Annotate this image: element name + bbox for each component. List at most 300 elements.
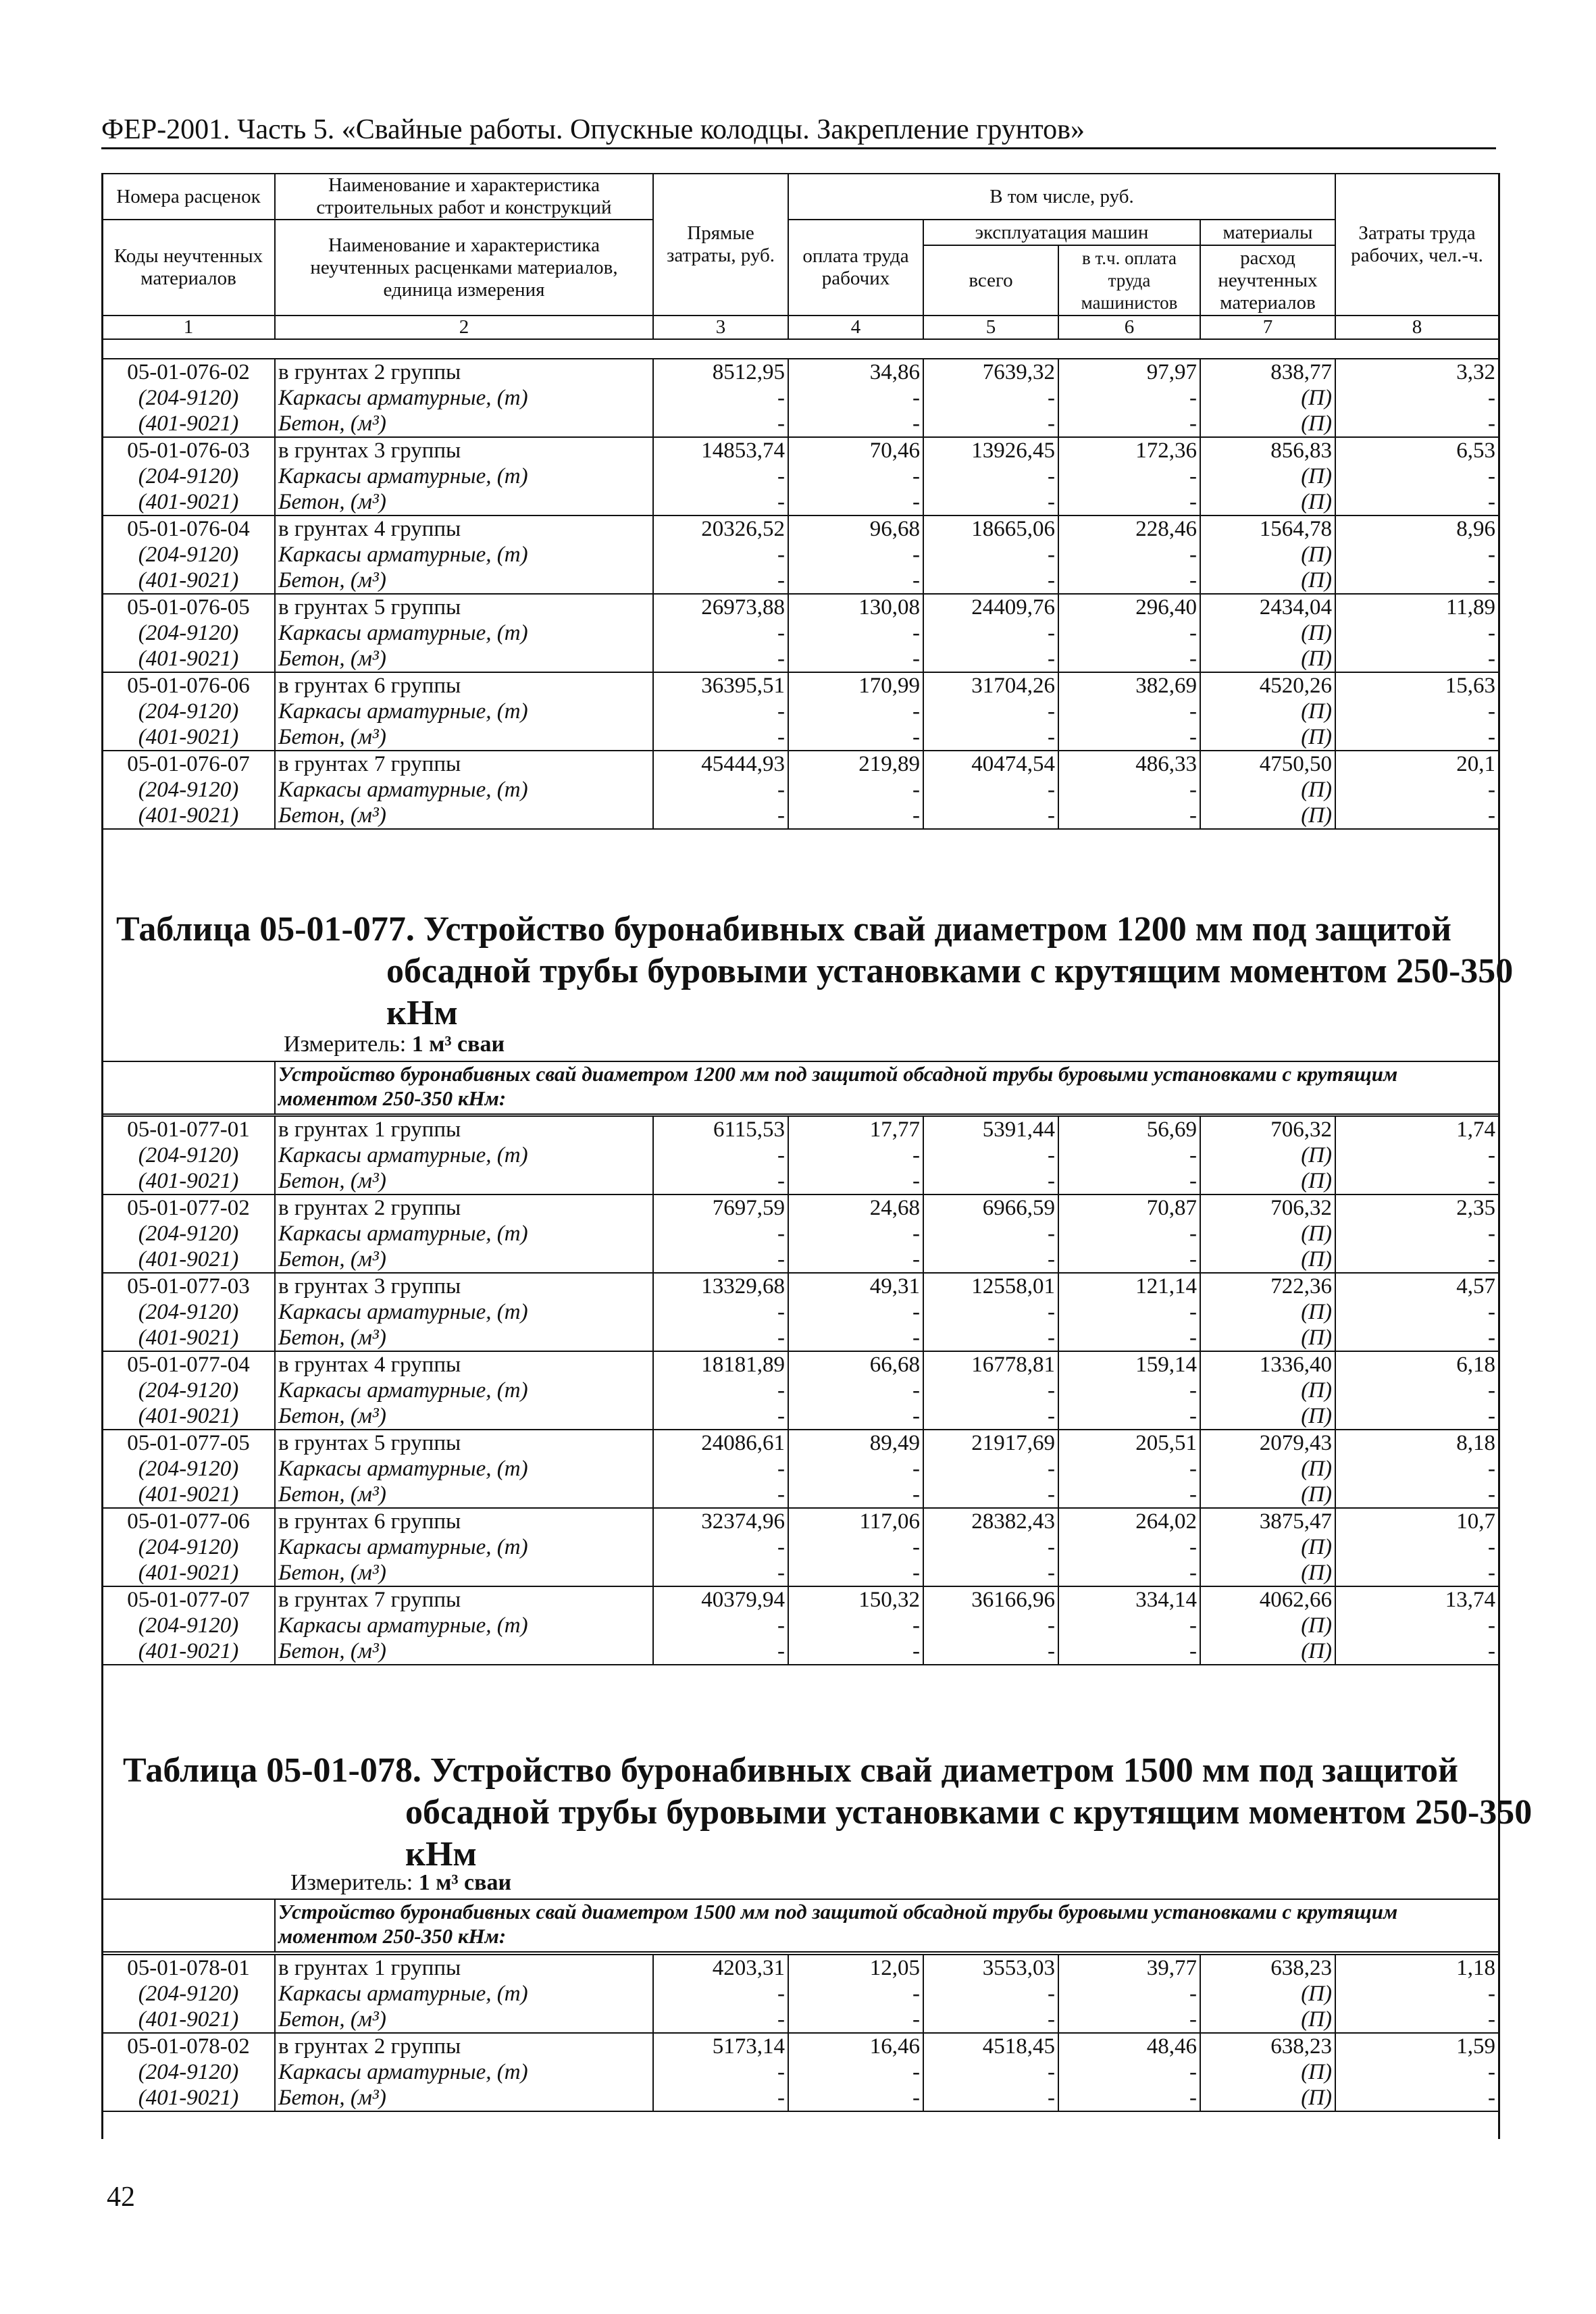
dash-cell: - <box>1335 1456 1499 1482</box>
table-row <box>102 1194 1499 1221</box>
material-row <box>102 1142 1499 1168</box>
material-name: Бетон, (м³) <box>275 646 653 672</box>
material-row <box>102 385 1499 411</box>
material-row <box>102 2059 1499 2085</box>
dash-cell: - <box>1058 1638 1200 1665</box>
dash-cell: - <box>653 1403 788 1430</box>
rate-name: в грунтах 2 группы <box>275 2033 653 2059</box>
material-code: (204-9120) <box>102 1142 275 1168</box>
material-code: (204-9120) <box>102 1534 275 1560</box>
dash-cell: - <box>1335 1325 1499 1351</box>
labor-hours: 3,32 <box>1335 359 1499 385</box>
direct-costs: 18181,89 <box>653 1351 788 1378</box>
dash-cell: - <box>1335 803 1499 829</box>
table-row <box>102 1116 1499 1142</box>
material-mark: (П) <box>1200 646 1335 672</box>
dash-cell: - <box>1058 2007 1200 2033</box>
dash-cell: - <box>923 1638 1058 1665</box>
material-row <box>102 1247 1499 1273</box>
direct-costs: 7697,59 <box>653 1194 788 1221</box>
labor-pay: 16,46 <box>788 2033 923 2059</box>
dash-cell: - <box>788 1168 923 1194</box>
material-code: (401-9021) <box>102 411 275 437</box>
material-row <box>102 1456 1499 1482</box>
material-code: (401-9021) <box>102 1560 275 1586</box>
material-mark: (П) <box>1200 1168 1335 1194</box>
material-name: Бетон, (м³) <box>275 1247 653 1273</box>
dash-cell: - <box>788 1403 923 1430</box>
col-number: 2 <box>275 316 653 339</box>
table-077-title <box>116 909 1513 1034</box>
labor-pay: 70,46 <box>788 437 923 463</box>
table-078-measure <box>290 1870 511 1896</box>
col-header-machines: эксплуатация машин <box>923 220 1200 245</box>
material-name: Бетон, (м³) <box>275 411 653 437</box>
dash-cell: - <box>1335 1981 1499 2007</box>
dash-cell: - <box>1058 699 1200 724</box>
rate-code: 05-01-076-04 <box>102 515 275 542</box>
material-row <box>102 1221 1499 1247</box>
labor-hours: 4,57 <box>1335 1273 1499 1299</box>
dash-cell: - <box>923 1221 1058 1247</box>
dash-cell: - <box>788 2059 923 2085</box>
dash-cell: - <box>653 803 788 829</box>
dash-cell: - <box>788 1560 923 1586</box>
dash-cell: - <box>923 1247 1058 1273</box>
table-078-body <box>101 1954 1499 2112</box>
material-row <box>102 1560 1499 1586</box>
table-077-intro-text: Устройство буронабивных свай диаметром 1200 мм под защитой обсадной трубы буровыми установками с крутящим моментом 250-350 кНм: <box>275 1061 1499 1114</box>
material-code: (401-9021) <box>102 2085 275 2111</box>
table-078-title-line: обсадной трубы буровыми установками с крутящим моментом 250-350 <box>405 1793 1533 1832</box>
table-row <box>102 1430 1499 1456</box>
dash-cell: - <box>653 724 788 751</box>
material-mark: (П) <box>1200 1221 1335 1247</box>
machinists-pay: 56,69 <box>1058 1116 1200 1142</box>
rate-code: 05-01-078-02 <box>102 2033 275 2059</box>
dash-cell: - <box>923 646 1058 672</box>
material-code: (401-9021) <box>102 568 275 594</box>
dash-cell: - <box>1058 2059 1200 2085</box>
machinists-pay: 121,14 <box>1058 1273 1200 1299</box>
table-077-title-line: Таблица 05-01-077. Устройство буронабивных свай диаметром 1200 мм под защитой <box>116 910 1451 949</box>
rate-code: 05-01-076-05 <box>102 594 275 620</box>
material-name: Каркасы арматурные, (т) <box>275 1534 653 1560</box>
dash-cell: - <box>788 724 923 751</box>
labor-hours: 1,18 <box>1335 1955 1499 1981</box>
table-row <box>102 1955 1499 1981</box>
machinists-pay: 228,46 <box>1058 515 1200 542</box>
material-mark: (П) <box>1200 568 1335 594</box>
material-row <box>102 1403 1499 1430</box>
table-077-title-line: кНм <box>386 994 458 1032</box>
material-code: (401-9021) <box>102 1247 275 1273</box>
materials-cost: 3875,47 <box>1200 1508 1335 1534</box>
materials-cost: 856,83 <box>1200 437 1335 463</box>
table-row <box>102 1586 1499 1613</box>
labor-pay: 12,05 <box>788 1955 923 1981</box>
material-code: (401-9021) <box>102 803 275 829</box>
labor-pay: 170,99 <box>788 672 923 699</box>
rate-name: в грунтах 3 группы <box>275 437 653 463</box>
dash-cell: - <box>1335 2007 1499 2033</box>
material-mark: (П) <box>1200 489 1335 515</box>
machines-total: 36166,96 <box>923 1586 1058 1613</box>
dash-cell: - <box>1058 777 1200 803</box>
dash-cell: - <box>653 568 788 594</box>
dash-cell: - <box>923 568 1058 594</box>
labor-hours: 2,35 <box>1335 1194 1499 1221</box>
material-code: (401-9021) <box>102 1403 275 1430</box>
materials-cost: 638,23 <box>1200 2033 1335 2059</box>
dash-cell: - <box>1058 1613 1200 1638</box>
dash-cell: - <box>788 1142 923 1168</box>
dash-cell: - <box>788 803 923 829</box>
machines-total: 24409,76 <box>923 594 1058 620</box>
labor-pay: 89,49 <box>788 1430 923 1456</box>
dash-cell: - <box>1058 1168 1200 1194</box>
labor-hours: 11,89 <box>1335 594 1499 620</box>
direct-costs: 14853,74 <box>653 437 788 463</box>
dash-cell: - <box>1058 1325 1200 1351</box>
material-mark: (П) <box>1200 620 1335 646</box>
machinists-pay: 70,87 <box>1058 1194 1200 1221</box>
material-row <box>102 568 1499 594</box>
dash-cell: - <box>1058 1221 1200 1247</box>
labor-hours: 10,7 <box>1335 1508 1499 1534</box>
material-mark: (П) <box>1200 1482 1335 1508</box>
dash-cell: - <box>1058 568 1200 594</box>
material-name: Бетон, (м³) <box>275 1325 653 1351</box>
dash-cell: - <box>1335 1560 1499 1586</box>
dash-cell: - <box>1335 1221 1499 1247</box>
material-name: Бетон, (м³) <box>275 1482 653 1508</box>
dash-cell: - <box>653 2007 788 2033</box>
material-mark: (П) <box>1200 2007 1335 2033</box>
labor-pay: 219,89 <box>788 751 923 777</box>
material-row <box>102 1638 1499 1665</box>
dash-cell: - <box>1058 542 1200 568</box>
material-mark: (П) <box>1200 1378 1335 1403</box>
labor-hours: 6,53 <box>1335 437 1499 463</box>
dash-cell: - <box>923 1613 1058 1638</box>
material-name: Каркасы арматурные, (т) <box>275 1221 653 1247</box>
material-name: Каркасы арматурные, (т) <box>275 2059 653 2085</box>
materials-cost: 4750,50 <box>1200 751 1335 777</box>
material-mark: (П) <box>1200 1560 1335 1586</box>
dash-cell: - <box>1058 1142 1200 1168</box>
material-row <box>102 2007 1499 2033</box>
table-077-title-line: обсадной трубы буровыми установками с крутящим моментом 250-350 <box>386 952 1514 990</box>
labor-hours: 20,1 <box>1335 751 1499 777</box>
dash-cell: - <box>1335 1247 1499 1273</box>
material-code: (204-9120) <box>102 1221 275 1247</box>
dash-cell: - <box>1335 542 1499 568</box>
material-row <box>102 411 1499 437</box>
rate-name: в грунтах 5 группы <box>275 1430 653 1456</box>
material-name: Каркасы арматурные, (т) <box>275 385 653 411</box>
labor-pay: 150,32 <box>788 1586 923 1613</box>
materials-cost: 638,23 <box>1200 1955 1335 1981</box>
dash-cell: - <box>788 1299 923 1325</box>
dash-cell: - <box>1335 1403 1499 1430</box>
material-code: (204-9120) <box>102 463 275 489</box>
material-code: (204-9120) <box>102 1378 275 1403</box>
dash-cell: - <box>1335 1613 1499 1638</box>
dash-cell: - <box>653 463 788 489</box>
material-mark: (П) <box>1200 1613 1335 1638</box>
labor-hours: 1,59 <box>1335 2033 1499 2059</box>
material-row <box>102 1482 1499 1508</box>
rate-code: 05-01-076-02 <box>102 359 275 385</box>
dash-cell: - <box>788 542 923 568</box>
dash-cell: - <box>1058 1456 1200 1482</box>
rate-code: 05-01-077-01 <box>102 1116 275 1142</box>
dash-cell: - <box>653 1560 788 1586</box>
material-row <box>102 2085 1499 2111</box>
material-name: Бетон, (м³) <box>275 2085 653 2111</box>
dash-cell: - <box>1058 724 1200 751</box>
dash-cell: - <box>653 1168 788 1194</box>
material-mark: (П) <box>1200 699 1335 724</box>
rate-name: в грунтах 6 группы <box>275 1508 653 1534</box>
material-code: (204-9120) <box>102 777 275 803</box>
page-header: ФЕР-2001. Часть 5. «Свайные работы. Опускные колодцы. Закрепление грунтов» <box>101 114 1085 145</box>
dash-cell: - <box>1058 1247 1200 1273</box>
dash-cell: - <box>923 1168 1058 1194</box>
machinists-pay: 205,51 <box>1058 1430 1200 1456</box>
dash-cell: - <box>923 385 1058 411</box>
material-mark: (П) <box>1200 1981 1335 2007</box>
col-number: 8 <box>1335 316 1499 339</box>
material-row <box>102 1534 1499 1560</box>
material-code: (401-9021) <box>102 2007 275 2033</box>
table-078-title <box>123 1750 1532 1876</box>
material-mark: (П) <box>1200 1247 1335 1273</box>
dash-cell: - <box>1058 1378 1200 1403</box>
dash-cell: - <box>653 620 788 646</box>
direct-costs: 13329,68 <box>653 1273 788 1299</box>
dash-cell: - <box>923 1299 1058 1325</box>
rate-code: 05-01-077-03 <box>102 1273 275 1299</box>
material-mark: (П) <box>1200 724 1335 751</box>
dash-cell: - <box>1335 724 1499 751</box>
col-header-labor-pay: оплата труда рабочих <box>788 220 923 316</box>
material-mark: (П) <box>1200 1638 1335 1665</box>
dash-cell: - <box>653 1613 788 1638</box>
labor-pay: 130,08 <box>788 594 923 620</box>
dash-cell: - <box>923 1981 1058 2007</box>
material-code: (204-9120) <box>102 1456 275 1482</box>
machinists-pay: 296,40 <box>1058 594 1200 620</box>
measure-value: 1 м³ сваи <box>411 1032 505 1057</box>
dash-cell: - <box>653 1325 788 1351</box>
material-row <box>102 724 1499 751</box>
dash-cell: - <box>923 803 1058 829</box>
dash-cell: - <box>923 463 1058 489</box>
material-code: (401-9021) <box>102 1482 275 1508</box>
col-header-machinists-pay: в т.ч. оплата труда машинистов <box>1058 245 1200 316</box>
machinists-pay: 486,33 <box>1058 751 1200 777</box>
direct-costs: 24086,61 <box>653 1430 788 1456</box>
machines-total: 12558,01 <box>923 1273 1058 1299</box>
material-row <box>102 777 1499 803</box>
material-mark: (П) <box>1200 385 1335 411</box>
material-mark: (П) <box>1200 803 1335 829</box>
dash-cell: - <box>1058 1560 1200 1586</box>
dash-cell: - <box>1058 620 1200 646</box>
dash-cell: - <box>788 2007 923 2033</box>
dash-cell: - <box>1335 1168 1499 1194</box>
col-header-including: В том числе, руб. <box>788 174 1335 220</box>
dash-cell: - <box>788 1456 923 1482</box>
dash-cell: - <box>1058 803 1200 829</box>
dash-cell: - <box>923 620 1058 646</box>
dash-cell: - <box>788 1638 923 1665</box>
dash-cell: - <box>1058 1299 1200 1325</box>
labor-hours: 1,74 <box>1335 1116 1499 1142</box>
material-code: (401-9021) <box>102 1168 275 1194</box>
dash-cell: - <box>788 1613 923 1638</box>
table-row <box>102 672 1499 699</box>
dash-cell: - <box>923 777 1058 803</box>
direct-costs: 40379,94 <box>653 1586 788 1613</box>
direct-costs: 8512,95 <box>653 359 788 385</box>
col-header-direct-costs: Прямые затраты, руб. <box>653 174 788 316</box>
machines-total: 6966,59 <box>923 1194 1058 1221</box>
machinists-pay: 172,36 <box>1058 437 1200 463</box>
dash-cell: - <box>653 411 788 437</box>
dash-cell: - <box>923 1403 1058 1430</box>
material-code: (401-9021) <box>102 646 275 672</box>
rate-name: в грунтах 2 группы <box>275 359 653 385</box>
material-code: (401-9021) <box>102 724 275 751</box>
labor-pay: 96,68 <box>788 515 923 542</box>
labor-hours: 8,18 <box>1335 1430 1499 1456</box>
machines-total: 28382,43 <box>923 1508 1058 1534</box>
rate-name: в грунтах 4 группы <box>275 515 653 542</box>
rate-name: в грунтах 7 группы <box>275 1586 653 1613</box>
dash-cell: - <box>788 2085 923 2111</box>
col-number: 7 <box>1200 316 1335 339</box>
machinists-pay: 39,77 <box>1058 1955 1200 1981</box>
material-name: Бетон, (м³) <box>275 1560 653 1586</box>
rate-name: в грунтах 4 группы <box>275 1351 653 1378</box>
machines-total: 16778,81 <box>923 1351 1058 1378</box>
machinists-pay: 48,46 <box>1058 2033 1200 2059</box>
dash-cell: - <box>653 385 788 411</box>
dash-cell: - <box>653 1142 788 1168</box>
material-name: Каркасы арматурные, (т) <box>275 1142 653 1168</box>
material-name: Каркасы арматурные, (т) <box>275 463 653 489</box>
measure-label: Измеритель: <box>284 1032 407 1057</box>
dash-cell: - <box>923 699 1058 724</box>
material-code: (204-9120) <box>102 620 275 646</box>
dash-cell: - <box>1335 2085 1499 2111</box>
dash-cell: - <box>788 1981 923 2007</box>
table-078-title-line: Таблица 05-01-078. Устройство буронабивных свай диаметром 1500 мм под защитой <box>123 1751 1458 1790</box>
dash-cell: - <box>653 2085 788 2111</box>
material-name: Каркасы арматурные, (т) <box>275 1299 653 1325</box>
rate-code: 05-01-078-01 <box>102 1955 275 1981</box>
materials-cost: 706,32 <box>1200 1116 1335 1142</box>
dash-cell: - <box>1058 1403 1200 1430</box>
table-row <box>102 751 1499 777</box>
dash-cell: - <box>923 1560 1058 1586</box>
rate-name: в грунтах 1 группы <box>275 1116 653 1142</box>
dash-cell: - <box>1335 699 1499 724</box>
dash-cell: - <box>923 1534 1058 1560</box>
dash-cell: - <box>923 1325 1058 1351</box>
table-row <box>102 2033 1499 2059</box>
dash-cell: - <box>788 568 923 594</box>
material-row <box>102 489 1499 515</box>
table-row <box>102 1351 1499 1378</box>
col-header-work-name: Наименование и характеристика строительных работ и конструкций <box>275 174 653 220</box>
dash-cell: - <box>1335 2059 1499 2085</box>
dash-cell: - <box>1058 463 1200 489</box>
machinists-pay: 159,14 <box>1058 1351 1200 1378</box>
dash-cell: - <box>1058 489 1200 515</box>
material-mark: (П) <box>1200 2059 1335 2085</box>
dash-cell: - <box>1335 1638 1499 1665</box>
dash-cell: - <box>653 1482 788 1508</box>
material-code: (204-9120) <box>102 1613 275 1638</box>
measure-value: 1 м³ сваи <box>418 1870 512 1895</box>
labor-hours: 6,18 <box>1335 1351 1499 1378</box>
dash-cell: - <box>788 411 923 437</box>
dash-cell: - <box>653 1247 788 1273</box>
table-row <box>102 1273 1499 1299</box>
table-row <box>102 437 1499 463</box>
dash-cell: - <box>788 1325 923 1351</box>
dash-cell: - <box>1335 568 1499 594</box>
material-row <box>102 803 1499 829</box>
dash-cell: - <box>1058 1534 1200 1560</box>
dash-cell: - <box>923 2059 1058 2085</box>
material-name: Бетон, (м³) <box>275 1638 653 1665</box>
material-mark: (П) <box>1200 1142 1335 1168</box>
material-name: Бетон, (м³) <box>275 1168 653 1194</box>
dash-cell: - <box>1335 646 1499 672</box>
rate-name: в грунтах 5 группы <box>275 594 653 620</box>
material-name: Каркасы арматурные, (т) <box>275 620 653 646</box>
rate-code: 05-01-077-06 <box>102 1508 275 1534</box>
table-077-intro <box>101 1061 1499 1115</box>
rate-name: в грунтах 3 группы <box>275 1273 653 1299</box>
material-row <box>102 1613 1499 1638</box>
material-code: (204-9120) <box>102 699 275 724</box>
machinists-pay: 264,02 <box>1058 1508 1200 1534</box>
material-row <box>102 620 1499 646</box>
direct-costs: 26973,88 <box>653 594 788 620</box>
labor-hours: 8,96 <box>1335 515 1499 542</box>
dash-cell: - <box>788 463 923 489</box>
column-header-table <box>101 173 1499 340</box>
material-name: Бетон, (м³) <box>275 2007 653 2033</box>
dash-cell: - <box>1335 489 1499 515</box>
materials-cost: 1564,78 <box>1200 515 1335 542</box>
labor-pay: 24,68 <box>788 1194 923 1221</box>
table-076-body <box>101 358 1499 830</box>
dash-cell: - <box>1058 411 1200 437</box>
dash-cell: - <box>788 646 923 672</box>
machinists-pay: 382,69 <box>1058 672 1200 699</box>
table-row <box>102 515 1499 542</box>
material-code: (204-9120) <box>102 385 275 411</box>
dash-cell: - <box>788 699 923 724</box>
material-name: Каркасы арматурные, (т) <box>275 1613 653 1638</box>
